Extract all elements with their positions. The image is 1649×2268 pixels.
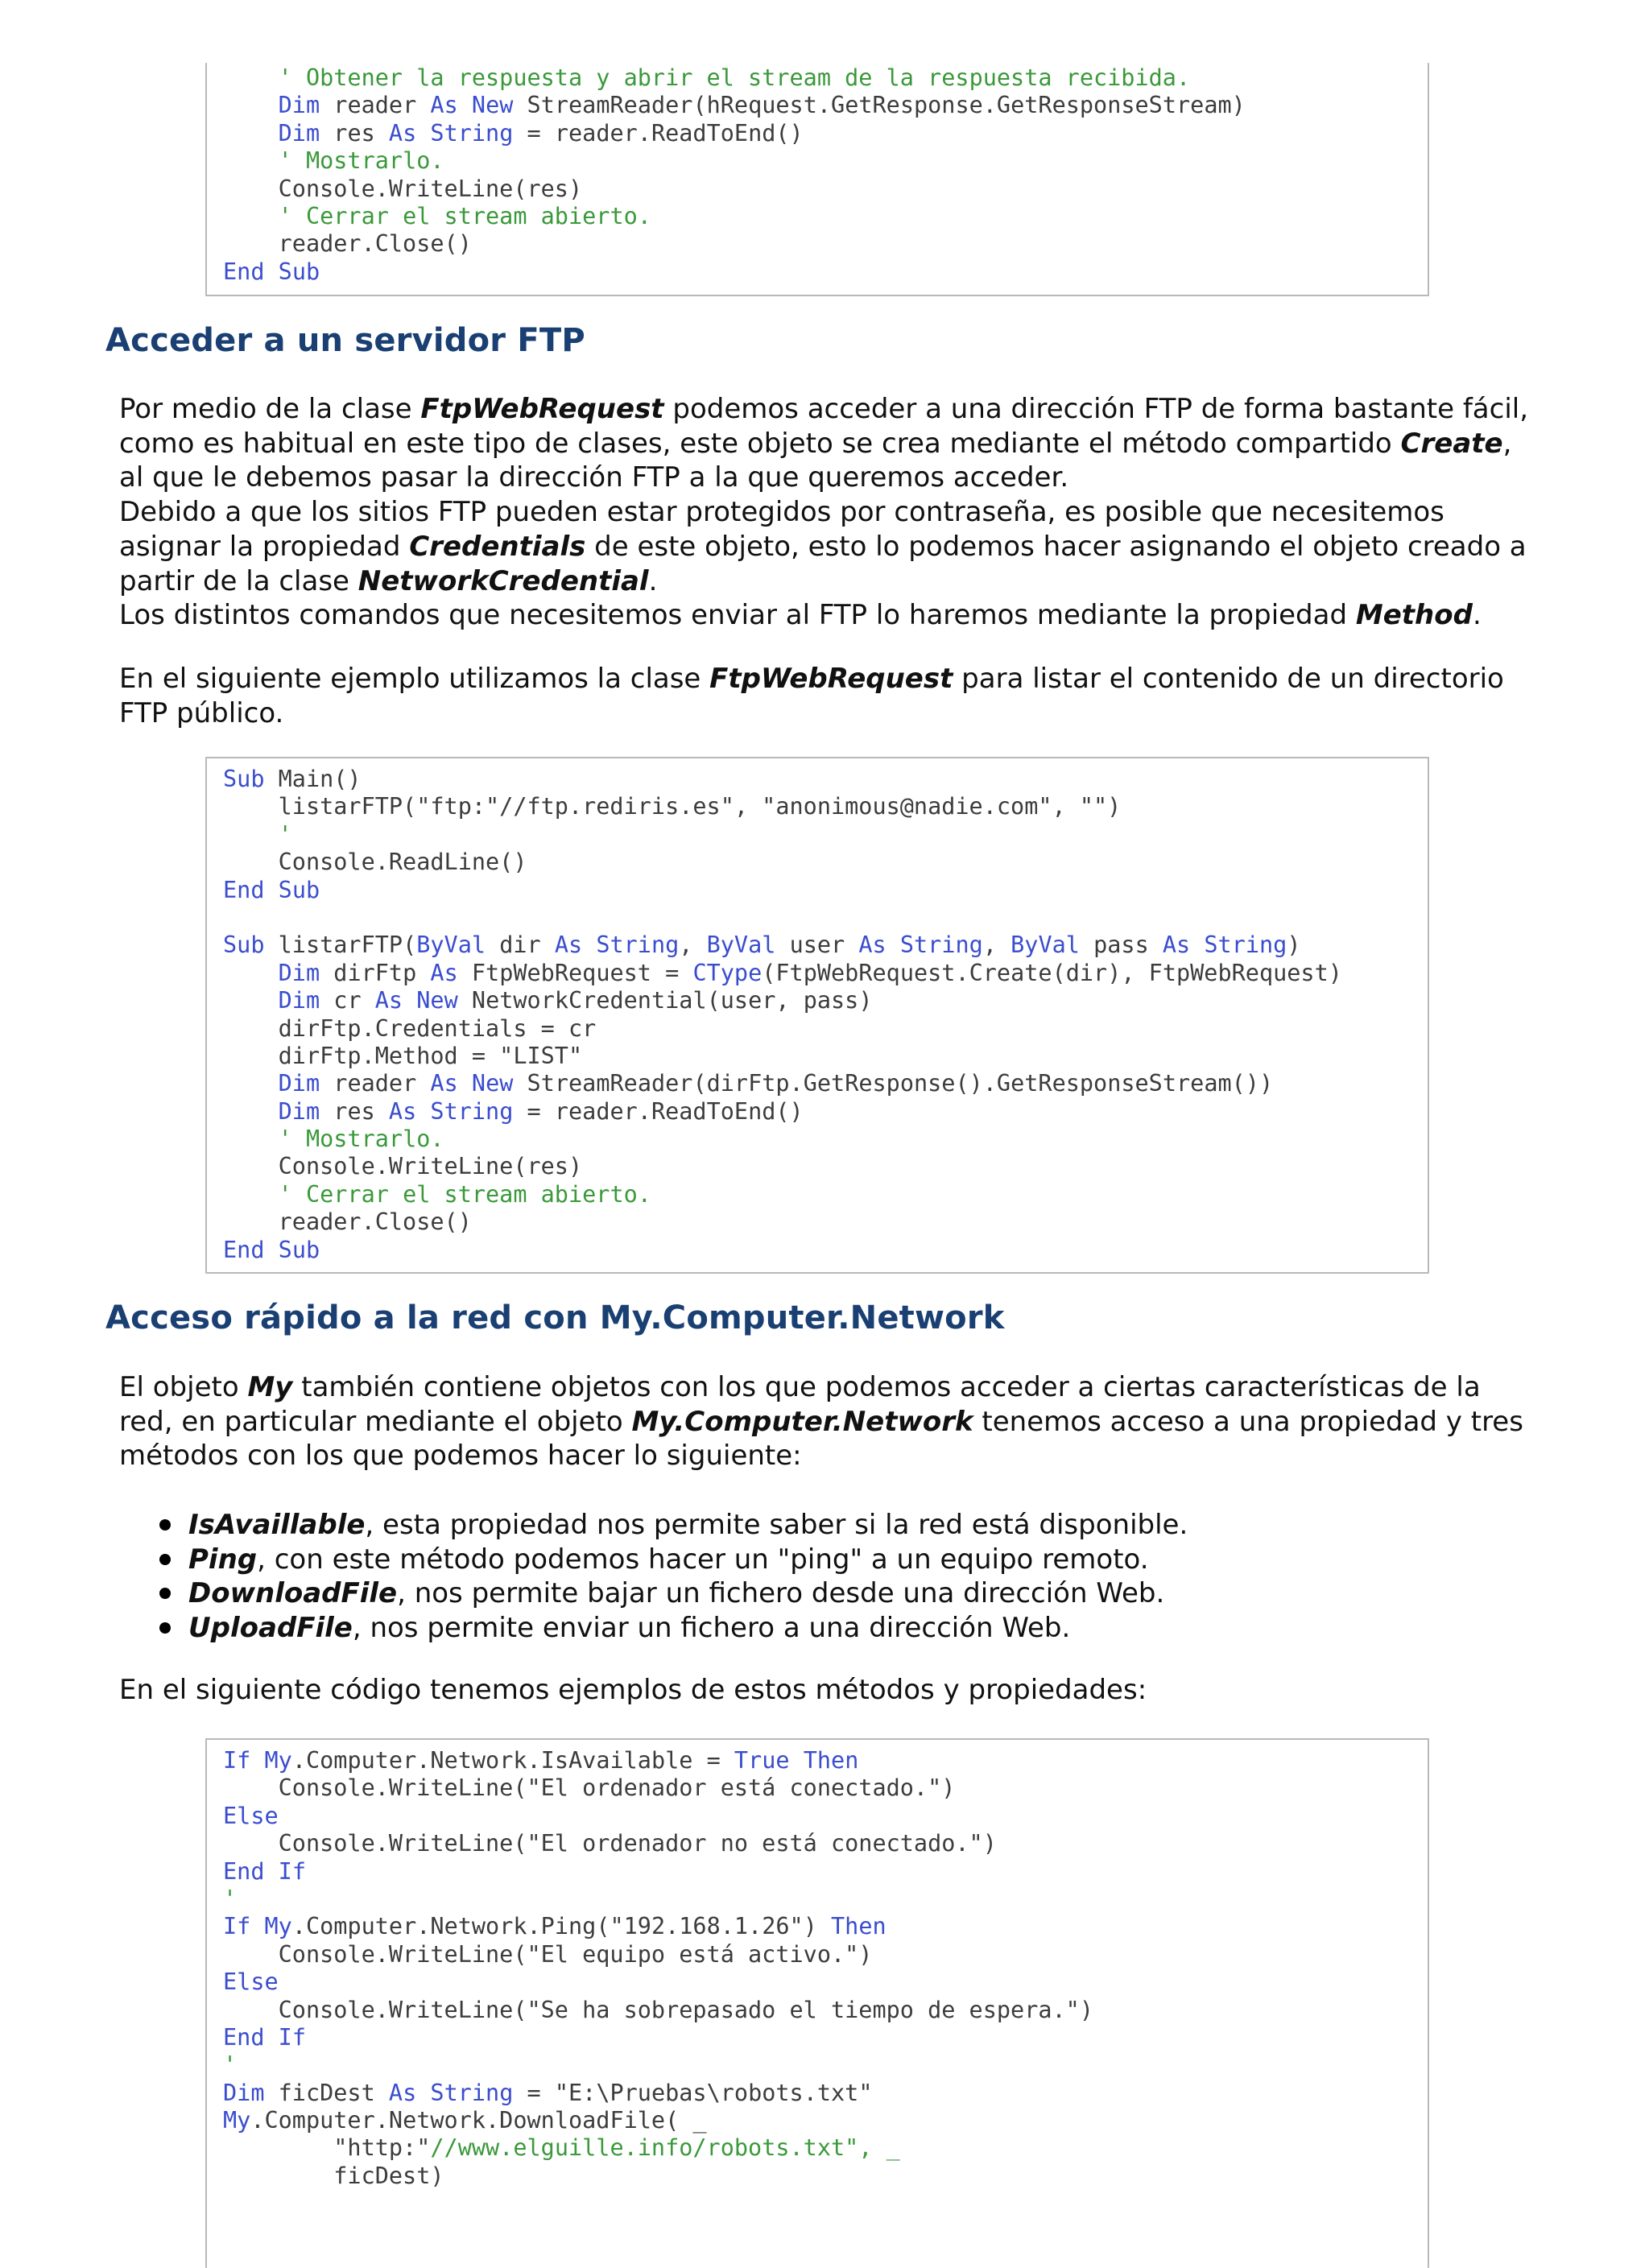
code-text bbox=[790, 1747, 804, 1774]
code-text: Main() bbox=[264, 766, 362, 792]
code-text bbox=[886, 932, 900, 958]
code-keyword: ByVal bbox=[706, 932, 776, 959]
code-line bbox=[223, 1968, 1428, 1996]
code-line bbox=[223, 960, 1428, 987]
code-line bbox=[223, 2024, 1428, 2051]
bullet-icon bbox=[159, 1519, 171, 1531]
code-keyword: My bbox=[264, 1747, 292, 1774]
emphasized-term: My.Computer.Network bbox=[631, 1405, 973, 1438]
code-text: res bbox=[320, 1097, 389, 1125]
emphasized-term: FtpWebRequest bbox=[709, 663, 953, 695]
code-text: .Computer.Network.IsAvailable = bbox=[291, 1747, 734, 1774]
list-item-term: UploadFile bbox=[188, 1612, 353, 1645]
code-keyword: End bbox=[223, 2023, 265, 2051]
code-text: cr bbox=[320, 987, 375, 1014]
code-line bbox=[223, 64, 1428, 92]
code-keyword: Dim bbox=[278, 987, 320, 1014]
code-text bbox=[264, 258, 278, 285]
code-text: ) bbox=[1287, 932, 1301, 959]
code-keyword: If bbox=[223, 1913, 251, 1940]
code-line bbox=[223, 2080, 1428, 2107]
code-keyword: As bbox=[374, 987, 403, 1014]
code-line bbox=[223, 1830, 1428, 1857]
code-keyword: If bbox=[223, 1747, 251, 1774]
emphasized-term: Method bbox=[1355, 599, 1473, 632]
code-keyword: Then bbox=[803, 1747, 859, 1774]
text-run: también contiene objetos con los que podemos acceder a ciertas características de la red, en particular mediante el objeto bbox=[119, 1371, 1481, 1438]
code-text: Console.WriteLine(res) bbox=[223, 1153, 583, 1180]
code-line bbox=[223, 92, 1428, 119]
code-keyword: Sub bbox=[223, 932, 265, 959]
text-run: de este objeto, esto lo podemos hacer asignando el objeto creado a partir de la clase bbox=[119, 530, 1527, 597]
code-text: dirFtp bbox=[320, 959, 431, 986]
code-text: dirFtp.Method = "LIST" bbox=[223, 1042, 583, 1069]
code-line bbox=[223, 1098, 1428, 1126]
text-run: podemos acceder a una dirección FTP de forma bastante fácil, como es habitual en este tipo de clases, este objeto se crea mediante el método compartido bbox=[119, 393, 1529, 460]
code-keyword: ByVal bbox=[1010, 932, 1080, 959]
code-text: , bbox=[982, 932, 1011, 959]
text-run: Debido a que los sitios FTP pueden estar protegidos por contraseña, es posible que necesitemos asignar la propiedad bbox=[119, 496, 1444, 563]
code-text bbox=[264, 1858, 278, 1885]
code-text: = reader.ReadToEnd() bbox=[513, 1097, 804, 1125]
list-item bbox=[119, 1611, 1188, 1646]
emphasized-term: My bbox=[247, 1371, 293, 1403]
code-text: Console.WriteLine(res) bbox=[223, 175, 583, 202]
code-line bbox=[223, 1237, 1428, 1264]
code-keyword: Sub bbox=[278, 1236, 320, 1263]
code-keyword: My bbox=[264, 1913, 292, 1940]
emphasized-term: NetworkCredential bbox=[357, 564, 649, 597]
code-line bbox=[223, 766, 1428, 793]
code-line bbox=[223, 877, 1428, 904]
code-keyword: End bbox=[223, 1236, 265, 1263]
ftp-intro-paragraph bbox=[119, 392, 1536, 633]
emphasized-term: Create bbox=[1400, 427, 1503, 460]
code-comment: ' Obtener la respuesta y abrir el stream de la respuesta recibida. bbox=[278, 64, 1191, 91]
code-text: reader bbox=[320, 1070, 431, 1097]
code-text: dirFtp.Credentials = cr bbox=[223, 1014, 597, 1042]
code-keyword: As bbox=[554, 932, 583, 959]
code-comment: ' bbox=[223, 1885, 238, 1912]
code-line bbox=[223, 821, 1428, 849]
code-comment: ' Cerrar el stream abierto. bbox=[278, 202, 651, 229]
section-heading-ftp: Acceder a un servidor FTP bbox=[105, 322, 585, 359]
code-keyword: String bbox=[430, 2079, 514, 2106]
code-comment: ' Mostrarlo. bbox=[278, 1126, 444, 1153]
code-keyword: New bbox=[471, 1070, 514, 1097]
code-text bbox=[223, 821, 279, 848]
text-run: tenemos acceso a una propiedad y tres métodos con los que podemos hacer lo siguiente: bbox=[119, 1405, 1523, 1473]
code-keyword: As bbox=[388, 2079, 417, 2106]
code-line bbox=[223, 203, 1428, 230]
text-run: En el siguiente ejemplo utilizamos la clase bbox=[119, 663, 710, 695]
code-text bbox=[458, 1070, 472, 1097]
code-keyword: String bbox=[899, 932, 983, 959]
code-text: res bbox=[320, 119, 389, 147]
code-keyword: String bbox=[430, 1097, 514, 1125]
code-keyword: Else bbox=[223, 1802, 279, 1829]
code-text: = reader.ReadToEnd() bbox=[513, 119, 804, 147]
code-line bbox=[223, 904, 1428, 932]
list-item bbox=[119, 1576, 1188, 1611]
text-run: Por medio de la clase bbox=[119, 393, 421, 425]
code-text: user bbox=[775, 932, 859, 959]
code-keyword: String bbox=[430, 119, 514, 147]
code-text bbox=[223, 1181, 279, 1208]
code-text: reader bbox=[320, 92, 431, 119]
code-text bbox=[223, 960, 279, 986]
bullet-icon bbox=[159, 1554, 171, 1565]
code-line bbox=[223, 176, 1428, 203]
code-text bbox=[264, 1237, 278, 1263]
code-keyword: Dim bbox=[278, 959, 320, 986]
code-text: StreamReader(hRequest.GetResponse.GetResponseStream) bbox=[513, 92, 1246, 119]
bullet-icon bbox=[159, 1588, 171, 1599]
list-item bbox=[119, 1508, 1188, 1543]
code-text: "http:" bbox=[223, 2134, 431, 2162]
emphasized-term: Credentials bbox=[409, 530, 586, 563]
code-text: Console.WriteLine("El ordenador está conectado.") bbox=[223, 1774, 956, 1802]
list-item-text: , nos permite enviar un fichero a una dirección Web. bbox=[352, 1612, 1071, 1645]
code-line bbox=[223, 1774, 1428, 1802]
list-item-text: , nos permite bajar un fichero desde una dirección Web. bbox=[397, 1577, 1165, 1610]
code-text: listarFTP( bbox=[264, 932, 417, 959]
code-keyword: Dim bbox=[278, 1070, 320, 1097]
code-keyword: Else bbox=[223, 1968, 279, 1996]
list-item-term: DownloadFile bbox=[188, 1577, 398, 1610]
code-text bbox=[582, 932, 596, 958]
code-keyword: New bbox=[471, 92, 514, 119]
code-keyword: As bbox=[388, 119, 417, 147]
code-line bbox=[223, 1015, 1428, 1043]
code-keyword: As bbox=[430, 92, 458, 119]
code-text bbox=[223, 64, 279, 91]
code-text bbox=[416, 120, 430, 147]
code-comment: ' Mostrarlo. bbox=[278, 147, 444, 175]
code-keyword: CType bbox=[692, 959, 763, 986]
text-run: En el siguiente código tenemos ejemplos de estos métodos y propiedades: bbox=[119, 1674, 1147, 1706]
code-keyword: As bbox=[858, 932, 886, 959]
code-text bbox=[250, 1913, 264, 1940]
text-run: . bbox=[648, 564, 658, 597]
code-text: = "E:\Pruebas\robots.txt" bbox=[513, 2079, 873, 2106]
code-line bbox=[223, 120, 1428, 147]
code-comment: ' bbox=[223, 2051, 238, 2079]
code-text: FtpWebRequest = bbox=[457, 959, 693, 986]
code-text bbox=[403, 987, 416, 1014]
code-keyword: String bbox=[596, 932, 680, 959]
code-text bbox=[416, 1098, 430, 1125]
text-run: El objeto bbox=[119, 1371, 248, 1403]
code-keyword: Dim bbox=[278, 1097, 320, 1125]
code-line bbox=[223, 1153, 1428, 1180]
network-intro-paragraph bbox=[119, 1370, 1536, 1473]
list-item bbox=[119, 1543, 1188, 1577]
text-run: . bbox=[1472, 599, 1482, 632]
code-line bbox=[223, 1070, 1428, 1097]
code-text: Console.ReadLine() bbox=[223, 849, 527, 876]
code-text: .Computer.Network.DownloadFile( _ bbox=[250, 2107, 707, 2134]
code-keyword: As bbox=[1162, 932, 1191, 959]
list-item-term: Ping bbox=[188, 1543, 258, 1576]
code-line bbox=[223, 1208, 1428, 1236]
code-text: listarFTP("ftp:"//ftp.rediris.es", "anonimous@nadie.com", "") bbox=[223, 793, 1122, 820]
code-keyword: Dim bbox=[278, 119, 320, 147]
code-text: reader.Close() bbox=[223, 230, 472, 258]
code-text bbox=[250, 1747, 264, 1774]
code-keyword: String bbox=[1204, 932, 1287, 959]
code-text bbox=[223, 120, 279, 147]
section-heading-network: Acceso rápido a la red con My.Computer.Network bbox=[105, 1299, 1005, 1336]
code-text: Console.WriteLine("El ordenador no está conectado.") bbox=[223, 1830, 997, 1857]
code-text bbox=[223, 987, 279, 1014]
text-run: para listar el contenido de un directorio FTP público. bbox=[119, 663, 1504, 729]
code-text bbox=[1190, 932, 1204, 958]
ftp-example-paragraph bbox=[119, 662, 1536, 730]
code-block-stream-reader bbox=[205, 63, 1429, 296]
bullet-icon bbox=[159, 1622, 171, 1634]
code-text: ficDest bbox=[264, 2079, 389, 2106]
code-comment: //www.elguille.info/robots.txt", _ bbox=[430, 2134, 900, 2162]
code-keyword: If bbox=[278, 1857, 306, 1885]
code-line bbox=[223, 1941, 1428, 1968]
code-block-listar-ftp bbox=[205, 757, 1429, 1274]
code-keyword: Dim bbox=[223, 2079, 265, 2106]
code-keyword: Dim bbox=[278, 92, 320, 119]
code-line bbox=[223, 1858, 1428, 1886]
code-text: StreamReader(dirFtp.GetResponse().GetResponseStream()) bbox=[513, 1070, 1274, 1097]
code-text bbox=[223, 147, 279, 174]
code-text bbox=[223, 203, 279, 229]
code-line bbox=[223, 147, 1428, 175]
code-keyword: Sub bbox=[278, 258, 320, 285]
emphasized-term: FtpWebRequest bbox=[420, 393, 664, 425]
code-line bbox=[223, 1747, 1428, 1774]
code-text: NetworkCredential(user, pass) bbox=[457, 987, 873, 1014]
network-methods-list bbox=[119, 1508, 1188, 1646]
code-keyword: As bbox=[430, 1070, 458, 1097]
network-example-paragraph bbox=[119, 1673, 1536, 1708]
text-run: , al que le debemos pasar la dirección FTP a la que queremos acceder. bbox=[119, 427, 1512, 494]
code-text bbox=[264, 2024, 278, 2051]
code-line bbox=[223, 793, 1428, 820]
list-item-text: , con este método podemos hacer un "ping" a un equipo remoto. bbox=[257, 1543, 1149, 1576]
code-line bbox=[223, 987, 1428, 1014]
code-text: Console.WriteLine("El equipo está activo.") bbox=[223, 1940, 873, 1968]
text-run: Los distintos comandos que necesitemos enviar al FTP lo haremos mediante la propiedad bbox=[119, 599, 1356, 632]
code-line bbox=[223, 849, 1428, 876]
code-keyword: True bbox=[734, 1747, 790, 1774]
code-text: (FtpWebRequest.Create(dir), FtpWebRequest) bbox=[762, 959, 1342, 986]
code-keyword: End bbox=[223, 1857, 265, 1885]
code-text bbox=[416, 2080, 430, 2106]
code-line bbox=[223, 1181, 1428, 1208]
code-text: .Computer.Network.Ping("192.168.1.26") bbox=[291, 1913, 832, 1940]
code-keyword: Sub bbox=[278, 876, 320, 903]
code-text bbox=[223, 1098, 279, 1125]
code-line bbox=[223, 1886, 1428, 1913]
code-comment: ' Cerrar el stream abierto. bbox=[278, 1180, 651, 1208]
code-text: dir bbox=[486, 932, 555, 959]
code-comment: ' bbox=[278, 820, 292, 848]
code-line bbox=[223, 932, 1428, 959]
code-keyword: New bbox=[416, 987, 458, 1014]
code-line bbox=[223, 1913, 1428, 1940]
code-keyword: End bbox=[223, 876, 265, 903]
code-text: Console.WriteLine("Se ha sobrepasado el tiempo de espera.") bbox=[223, 1996, 1093, 2023]
code-text bbox=[264, 877, 278, 903]
code-line bbox=[223, 1997, 1428, 2024]
code-line bbox=[223, 2134, 1428, 2162]
code-line bbox=[223, 230, 1428, 258]
code-keyword: As bbox=[430, 959, 458, 986]
code-keyword: End bbox=[223, 258, 265, 285]
code-keyword: As bbox=[388, 1097, 417, 1125]
code-line bbox=[223, 1043, 1428, 1070]
code-line bbox=[223, 258, 1428, 286]
code-text bbox=[223, 1070, 279, 1097]
code-keyword: If bbox=[278, 2023, 306, 2051]
code-keyword: Sub bbox=[223, 766, 265, 792]
code-block-my-computer-network bbox=[205, 1738, 1429, 2268]
code-text bbox=[458, 92, 472, 118]
code-keyword: My bbox=[223, 2107, 251, 2134]
code-line bbox=[223, 1126, 1428, 1153]
code-text: , bbox=[679, 932, 707, 959]
code-line bbox=[223, 2107, 1428, 2134]
code-keyword: ByVal bbox=[416, 932, 486, 959]
code-text bbox=[223, 1126, 279, 1152]
code-text: ficDest) bbox=[223, 2162, 444, 2189]
list-item-term: IsAvaillable bbox=[188, 1509, 366, 1541]
list-item-text: , esta propiedad nos permite saber si la red está disponible. bbox=[365, 1509, 1188, 1541]
code-keyword: Then bbox=[831, 1913, 886, 1940]
code-line bbox=[223, 1803, 1428, 1830]
code-line bbox=[223, 2051, 1428, 2079]
code-line bbox=[223, 2163, 1428, 2190]
code-text: pass bbox=[1079, 932, 1163, 959]
code-text: reader.Close() bbox=[223, 1208, 472, 1236]
code-text bbox=[223, 92, 279, 118]
